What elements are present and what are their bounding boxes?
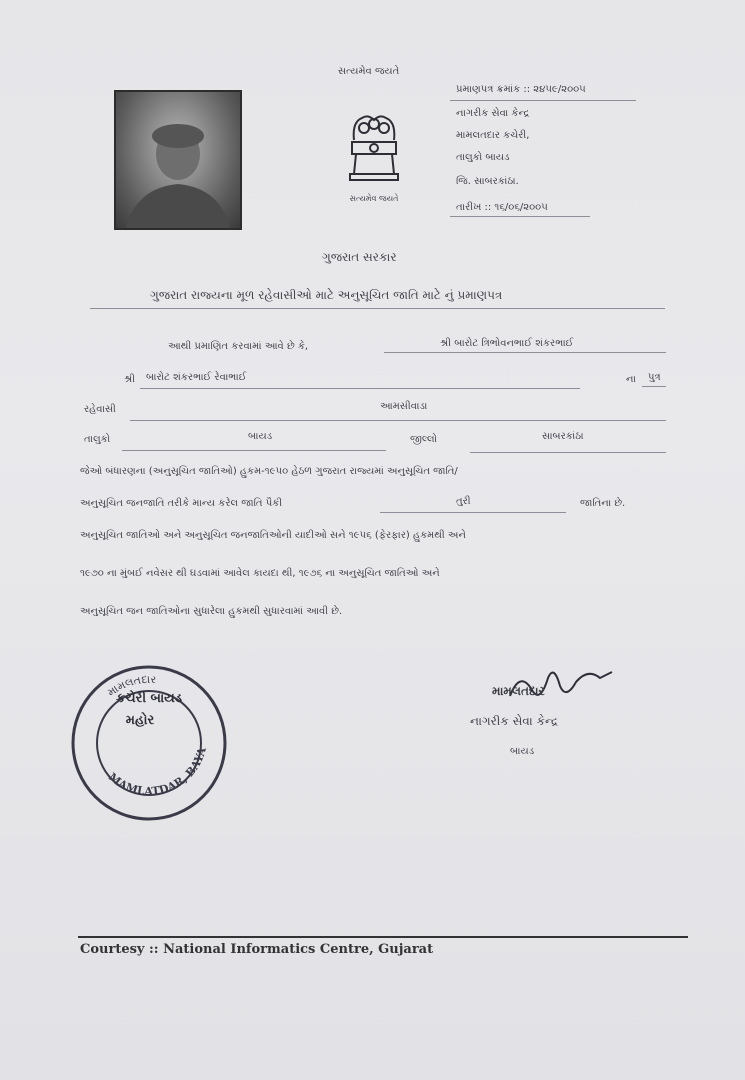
- na-label: ના: [626, 374, 636, 385]
- signature-line-1: મામલતદાર: [492, 684, 545, 698]
- footer-credit: Courtesy :: National Informatics Centre, Gujarat: [80, 942, 434, 957]
- shri-label: શ્રી: [124, 374, 136, 385]
- person-silhouette-icon: [116, 92, 240, 228]
- office-seal: [68, 662, 230, 824]
- certificate-number: પ્રમાણપત્ર ક્રમાંક :: ૨૪૫૯/૨૦૦૫: [456, 84, 586, 95]
- applicant-photo: [114, 90, 242, 230]
- relation-value: પુત્ર: [648, 372, 661, 383]
- office-line-1: નાગરીક સેવા કેન્દ્ર: [456, 108, 530, 119]
- taluka-value: બાયડ: [248, 431, 273, 442]
- body-line-2-prefix: અનુસૂચિત જનજાતિ તરીકે માન્ય કરેલ જાતિ પૈકી: [80, 498, 283, 509]
- certificate-title: ગુજરાત રાજ્યના મૂળ રહેવાસીઓ માટે અનુસૂચિત જાતિ માટે નું પ્રમાણપત્ર: [150, 288, 503, 302]
- body-line-4: ૧૯૭૦ ના મુંબઈ નવેસર થી ઘડવામાં આવેલ કાયદા થી, ૧૯૭૬ ના અનુસૂચિત જાતિઓ અને: [80, 568, 440, 579]
- signature-line-2: નાગરીક સેવા કેન્દ્ર: [470, 714, 559, 728]
- office-line-4: જિ. સાબરકાંઠા.: [456, 176, 519, 187]
- motto-text: સત્યમેવ જયતે: [338, 66, 400, 77]
- caste-value: તુરી: [456, 496, 471, 507]
- signature-block: [460, 660, 650, 770]
- ashoka-emblem-icon: [338, 108, 410, 208]
- office-line-2: મામલતદાર કચેરી,: [456, 130, 530, 141]
- district-label: જીલ્લો: [410, 434, 438, 445]
- seal-bottom-text: MAMLATDAR, BAYA: [105, 745, 209, 798]
- government-name: ગુજરાત સરકાર: [322, 250, 397, 264]
- body-line-1: જેઓ બંધારણના (અનુસૂચિત જાતિઓ) હુકમ-૧૯૫૦ હેઠળ ગુજરાત રાજ્યમાં અનુસૂચિત જાતિ/: [80, 466, 458, 477]
- body-line-2-suffix: જાતિના છે.: [580, 498, 626, 509]
- emblem-caption: સત્યમેવ જયતે: [349, 194, 399, 203]
- resident-value: આમસીવાડા: [380, 401, 428, 412]
- footer-divider: [78, 936, 688, 938]
- body-line-5: અનુસૂચિત જન જાતિઓના સુધારેલા હુકમથી સુધારવામાં આવી છે.: [80, 606, 343, 617]
- district-value: સાબરકાંઠા: [542, 431, 584, 442]
- seal-center-line-1: કચેરી બાયડ: [116, 691, 182, 706]
- certify-label: આથી પ્રમાણિત કરવામાં આવે છે કે,: [168, 341, 309, 352]
- applicant-name: શ્રી બારોટ ત્રિભોવનભાઈ શંકરભાઈ: [440, 338, 574, 349]
- office-line-3: તાલુકો બાયડ: [456, 152, 510, 163]
- seal-center-line-2: મહોર: [125, 713, 155, 728]
- seal-top-text: મામલતદાર: [104, 672, 157, 700]
- father-name: બારોટ શંકરભાઈ રેવાભાઈ: [146, 372, 247, 383]
- taluka-label: તાલુકો: [84, 434, 111, 445]
- signature-line-3: બાયડ: [510, 746, 535, 757]
- issue-date: તારીખ :: ૧૬/૦૬/૨૦૦૫: [456, 202, 548, 213]
- resident-label: રહેવાસી: [84, 404, 116, 415]
- body-line-3: અનુસૂચિત જાતિઓ અને અનુસૂચિત જનજાતિઓની યાદીઓ સને ૧૯૫૬ (ફેરફાર) હુકમથી અને: [80, 530, 466, 541]
